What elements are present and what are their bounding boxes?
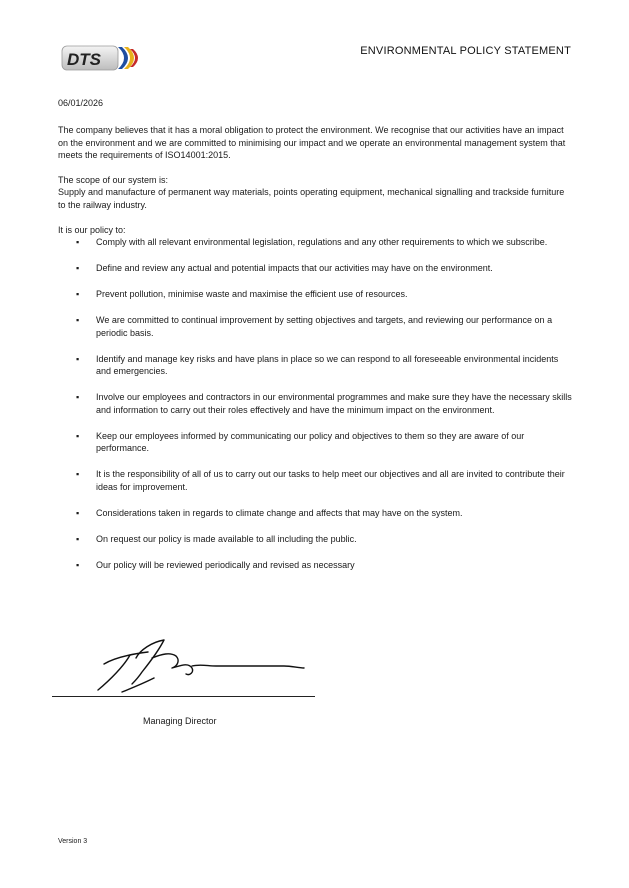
scope-heading: The scope of our system is:: [58, 174, 169, 185]
bullet-icon: ▪: [76, 263, 80, 274]
bullet-icon: ▪: [76, 430, 80, 441]
policy-item-text: Prevent pollution, minimise waste and maximise the efficient use of resources.: [96, 289, 408, 300]
signatory-role: Managing Director: [143, 716, 217, 726]
document-date: 06/01/2026: [58, 98, 104, 108]
list-item: [58, 507, 573, 520]
bullet-icon: ▪: [76, 469, 80, 480]
document-title: ENVIRONMENTAL POLICY STATEMENT: [360, 45, 571, 57]
intro-paragraph: The company believes that it has a moral obligation to protect the environment. We recognise that our activities have an impact on the environment and we are committed to minimising our impact and we operate an environmental management system that meets the requirements of ISO14001:2015.: [58, 125, 566, 161]
version-label: Version 3: [58, 838, 88, 845]
bullet-icon: ▪: [76, 237, 80, 248]
list-item: [58, 533, 573, 546]
bullet-icon: ▪: [76, 559, 80, 570]
bullet-icon: ▪: [76, 508, 80, 518]
list-item: [58, 353, 573, 378]
list-item: [58, 262, 573, 275]
bullet-icon: ▪: [76, 353, 80, 364]
policy-item-text: Involve our employees and contractors in our environmental programmes and make sure they have the necessary skills and information to carry out their roles effectively and have the minimum impact on the environment.: [96, 392, 572, 415]
policy-heading: It is our policy to:: [58, 224, 126, 235]
list-item: [58, 559, 573, 572]
list-item: [58, 288, 573, 301]
policy-item-text: Considerations taken in regards to climate change and affects that may have on the system.: [96, 508, 463, 518]
policy-item-text: On request our policy is made available to all including the public.: [96, 533, 357, 544]
list-item: [58, 236, 573, 249]
signature: [52, 628, 322, 698]
bullet-icon: ▪: [76, 289, 80, 300]
bullet-icon: ▪: [76, 533, 80, 544]
policy-list: [58, 236, 573, 571]
policy-item-text: Keep our employees informed by communicating our policy and objectives to them so they are aware of our performance.: [96, 430, 525, 454]
company-logo: [60, 40, 144, 76]
logo-text: DTS: [67, 50, 101, 69]
scope-text: Supply and manufacture of permanent way materials, points operating equipment, mechanical signalling and trackside furniture to the railway industry.: [58, 187, 565, 210]
signature-line: [52, 696, 315, 697]
list-item: [58, 430, 573, 455]
list-item: [58, 391, 573, 416]
list-item: [58, 468, 573, 493]
list-item: [58, 314, 573, 339]
policy-item-text: It is the responsibility of all of us to carry out our tasks to help meet our objectives and all are invited to contribute their ideas for improvement.: [96, 469, 565, 493]
policy-body: [58, 124, 573, 585]
signature-icon: [52, 628, 322, 698]
bullet-icon: ▪: [76, 392, 80, 403]
policy-item-text: Comply with all relevant environmental legislation, regulations and any other requirements to which we subscribe.: [96, 237, 548, 248]
scope-section: [58, 174, 573, 212]
bullet-icon: ▪: [76, 315, 80, 326]
policy-item-text: Identify and manage key risks and have plans in place so we can respond to all foreseeable environmental incidents and emergencies.: [96, 353, 559, 377]
policy-item-text: Define and review any actual and potential impacts that our activities may have on the environment.: [96, 263, 493, 274]
dts-logo-icon: [60, 40, 144, 76]
policy-item-text: We are committed to continual improvement by setting objectives and targets, and reviewing our performance on a periodic basis.: [96, 315, 553, 338]
policy-item-text: Our policy will be reviewed periodically and revised as necessary: [96, 559, 355, 570]
